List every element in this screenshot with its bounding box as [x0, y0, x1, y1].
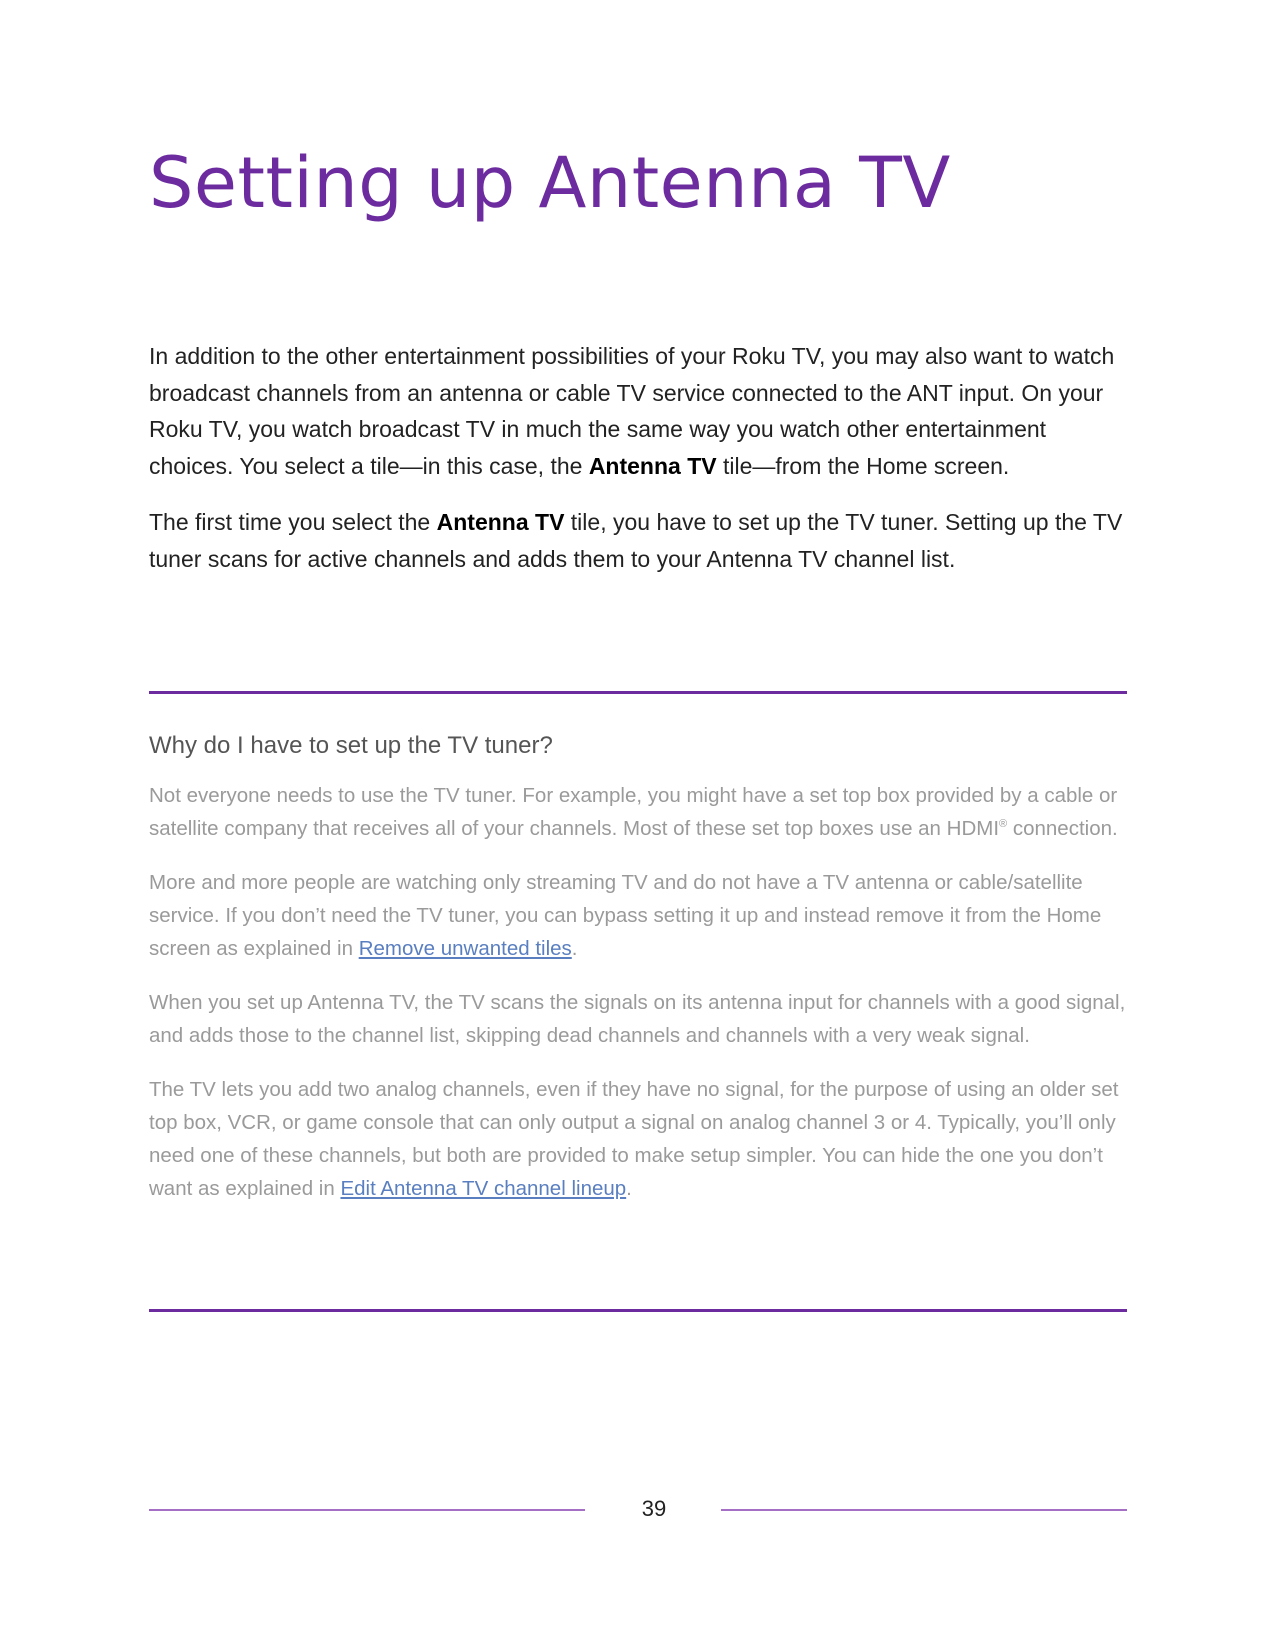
page-number: 39	[641, 1496, 667, 1521]
aside-p4-text: The TV lets you add two analog channels, even if they have no signal, for the purpose of using an older set top box, VCR, or game console that can only output a signal on analog channel 3 or 4. Typically, you’ll only need one of these channels, but both are provided to make setup simpler. You can hide the one you don’t want as explained in	[149, 1078, 1119, 1200]
intro-p2-text-end: tile, you have to set up the TV tuner. Setting up the TV tuner scans for active channels and adds them to your Antenna TV channel list.	[149, 509, 1123, 572]
aside-p4-text-end: .	[626, 1177, 632, 1200]
aside-p1-text: Not everyone needs to use the TV tuner. For example, you might have a set top box provided by a cable or satellite company that receives all of your channels. Most of these set top boxes use an HDMI	[149, 784, 1118, 840]
intro-p1-text-end: tile—from the Home screen.	[716, 452, 1010, 479]
remove-unwanted-tiles-link[interactable]: Remove unwanted tiles	[358, 937, 572, 960]
aside-p2-text-end: .	[571, 937, 578, 960]
antenna-tv-bold-2: Antenna TV	[436, 509, 565, 535]
intro-p1-text: In addition to the other entertainment possibilities of your Roku TV, you may also want to watch broadcast channels from an antenna or cable TV service connected to the ANT input. On your Roku TV, you watch broadcast TV in much the same way you watch other entertainment choices. You select a tile—in this case, the	[149, 343, 1115, 479]
aside-heading: Why do I have to set up the TV tuner?	[149, 732, 553, 759]
aside-bottom-divider	[149, 1309, 1127, 1312]
intro-paragraph-2	[149, 504, 1129, 577]
aside-p1-text-end: connection.	[1007, 817, 1118, 840]
footer-line-left	[149, 1509, 585, 1511]
intro-p2-text: The first time you select the	[149, 509, 437, 535]
aside-section	[149, 779, 1129, 1226]
page-title: Setting up Antenna TV	[149, 142, 951, 224]
antenna-tv-bold-1: Antenna TV	[588, 452, 717, 479]
footer-line-right	[721, 1509, 1127, 1511]
registered-mark: ®	[999, 818, 1008, 830]
aside-p2-text: More and more people are watching only streaming TV and do not have a TV antenna or cable/satellite service. If you don’t need the TV tuner, you can bypass setting it up and instead remove it from the Home screen as explained in	[149, 871, 1102, 960]
edit-antenna-lineup-link[interactable]: Edit Antenna TV channel lineup	[340, 1177, 627, 1200]
intro-section	[149, 338, 1129, 597]
intro-paragraph-1	[149, 338, 1129, 484]
aside-paragraph-3: When you set up Antenna TV, the TV scans the signals on its antenna input for channels with a good signal, and adds those to the channel list, skipping dead channels and channels with a very weak signal.	[149, 991, 1126, 1047]
aside-paragraph-4	[149, 1073, 1129, 1205]
aside-top-divider	[149, 691, 1127, 694]
aside-paragraph-1	[149, 779, 1129, 845]
aside-paragraph-2	[149, 866, 1129, 965]
